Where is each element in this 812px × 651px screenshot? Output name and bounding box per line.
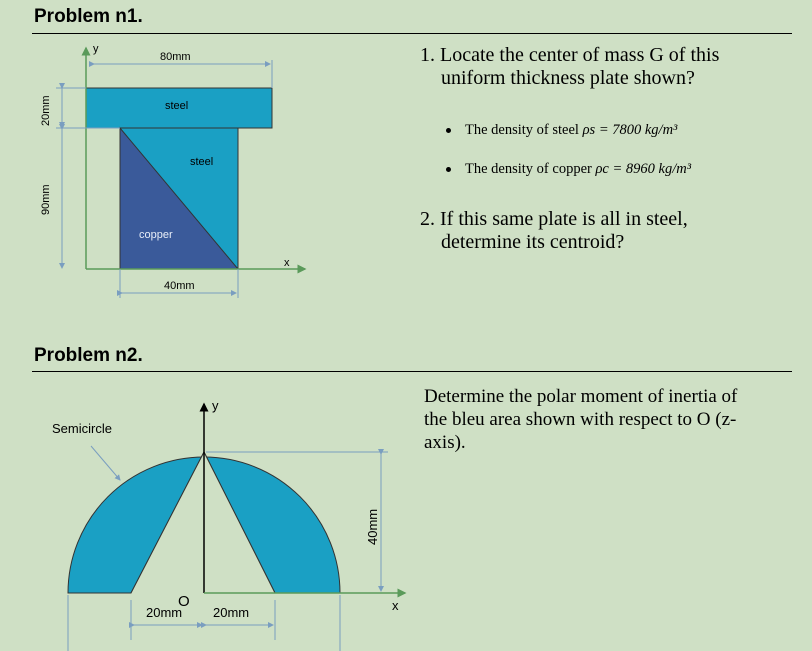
question2-line2: determine its centroid?	[441, 231, 625, 253]
dim-flange-label: 20mm	[40, 95, 52, 126]
bullet-steel-text: The density of steel	[465, 122, 583, 138]
problem2-line1: Determine the polar moment of inertia of	[424, 386, 738, 407]
flange-label: steel	[165, 100, 189, 112]
semicircle-leader	[91, 446, 120, 480]
dim-bottom-label: 40mm	[164, 280, 195, 292]
p2-y-label: y	[212, 398, 219, 413]
copper-density-formula: ρc = 8960 kg/m³	[595, 161, 692, 177]
question1-line1: 1. Locate the center of mass G of this	[420, 44, 720, 66]
copper-label: copper	[139, 229, 173, 241]
steel-density-formula: ρs = 7800 kg/m³	[582, 122, 678, 138]
semicircle-label: Semicircle	[52, 421, 112, 436]
p1-y-label: y	[93, 43, 99, 55]
dim-left-label: 20mm	[146, 605, 183, 620]
problem1-heading: Problem n1.	[34, 6, 143, 27]
origin-label: O	[178, 593, 190, 610]
question2-line1: 2. If this same plate is all in steel,	[420, 208, 688, 230]
dim-right-label: 20mm	[213, 605, 250, 620]
p2-x-label: x	[392, 598, 399, 613]
dim-top-label: 80mm	[160, 51, 191, 63]
question1-line2: uniform thickness plate shown?	[441, 67, 695, 89]
dim-height-label: 90mm	[40, 184, 52, 215]
p1-x-label: x	[284, 257, 290, 269]
web-label: steel	[190, 156, 214, 168]
dim-height-label: 40mm	[365, 508, 380, 545]
problem2-heading: Problem n2.	[34, 345, 143, 366]
problem2-line2: the bleu area shown with respect to O (z-	[424, 409, 737, 430]
bullet-copper-text: The density of copper	[465, 161, 596, 177]
problem2-line3: axis).	[424, 432, 466, 453]
